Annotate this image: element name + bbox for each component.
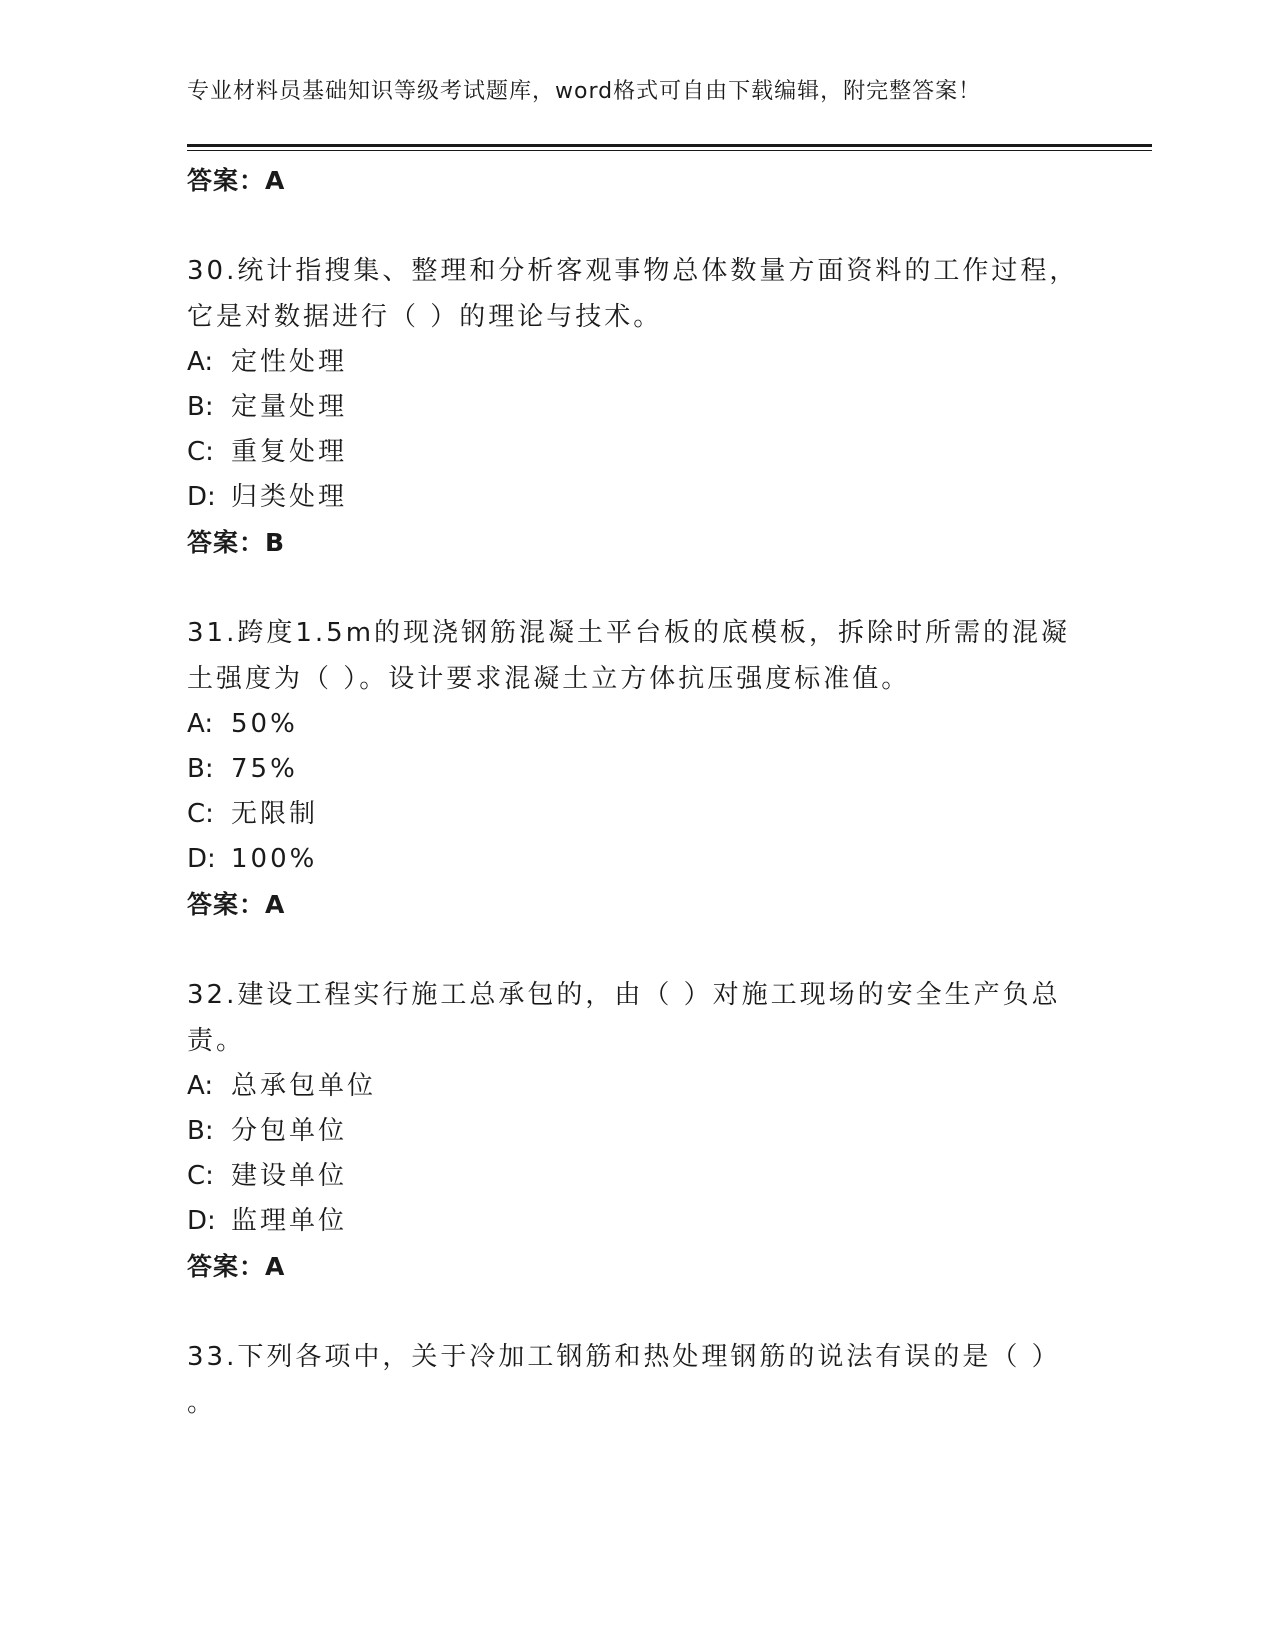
header-rule-thin	[187, 150, 1152, 151]
option-d	[187, 837, 1087, 882]
option-text: 监理单位	[231, 1206, 348, 1236]
question-block	[187, 610, 1087, 928]
page-header: 专业材料员基础知识等级考试题库，word格式可自由下载编辑，附完整答案！	[187, 79, 982, 104]
question-text-line: 31.跨度1.5m的现浇钢筋混凝土平台板的底模板，拆除时所需的混凝	[187, 618, 1071, 648]
question-content	[187, 158, 1087, 1426]
spacer	[187, 928, 1087, 972]
question-text-line: 。	[187, 1388, 217, 1418]
question-text-line: 土强度为（ ）。设计要求混凝土立方体抗压强度标准值。	[187, 664, 911, 694]
answer-line: 答案：A	[187, 890, 286, 919]
option-letter: C:	[187, 1161, 214, 1191]
answer-line: 答案：A	[187, 1252, 286, 1281]
answer-line: 答案：B	[187, 528, 286, 557]
option-letter: A:	[187, 1071, 214, 1101]
option-b	[187, 385, 1087, 430]
option-text: 100%	[231, 844, 318, 874]
option-text: 定性处理	[231, 347, 348, 377]
answer-line: 答案：A	[187, 166, 286, 195]
option-letter: D:	[187, 844, 216, 874]
header-rule-thick	[187, 144, 1152, 147]
option-text: 总承包单位	[231, 1071, 377, 1101]
spacer	[187, 566, 1087, 610]
option-letter: C:	[187, 799, 214, 829]
option-a	[187, 340, 1087, 385]
option-d	[187, 1199, 1087, 1244]
option-d	[187, 475, 1087, 520]
question-block	[187, 972, 1087, 1290]
option-letter: C:	[187, 437, 214, 467]
option-letter: B:	[187, 754, 214, 784]
option-text: 归类处理	[231, 482, 348, 512]
question-text-line: 它是对数据进行（ ）的理论与技术。	[187, 302, 663, 332]
option-text: 75%	[231, 754, 298, 784]
option-letter: B:	[187, 1116, 214, 1146]
option-a	[187, 1064, 1087, 1109]
option-text: 建设单位	[231, 1161, 348, 1191]
option-letter: A:	[187, 709, 214, 739]
option-b	[187, 1109, 1087, 1154]
option-a	[187, 702, 1087, 747]
spacer	[187, 204, 1087, 248]
option-letter: D:	[187, 482, 216, 512]
option-text: 定量处理	[231, 392, 348, 422]
question-text-line: 33.下列各项中，关于冷加工钢筋和热处理钢筋的说法有误的是（ ）	[187, 1342, 1061, 1372]
option-text: 分包单位	[231, 1116, 348, 1146]
option-letter: D:	[187, 1206, 216, 1236]
option-c	[187, 1154, 1087, 1199]
option-text: 重复处理	[231, 437, 348, 467]
option-text: 50%	[231, 709, 298, 739]
question-block	[187, 1334, 1087, 1426]
option-c	[187, 430, 1087, 475]
option-letter: B:	[187, 392, 214, 422]
question-text-line: 30.统计指搜集、整理和分析客观事物总体数量方面资料的工作过程，	[187, 256, 1079, 286]
question-text-line: 责。	[187, 1026, 246, 1056]
option-text: 无限制	[231, 799, 319, 829]
option-b	[187, 747, 1087, 792]
option-letter: A:	[187, 347, 214, 377]
option-c	[187, 792, 1087, 837]
question-text-line: 32.建设工程实行施工总承包的，由（ ）对施工现场的安全生产负总	[187, 980, 1061, 1010]
question-block	[187, 248, 1087, 566]
spacer	[187, 1290, 1087, 1334]
